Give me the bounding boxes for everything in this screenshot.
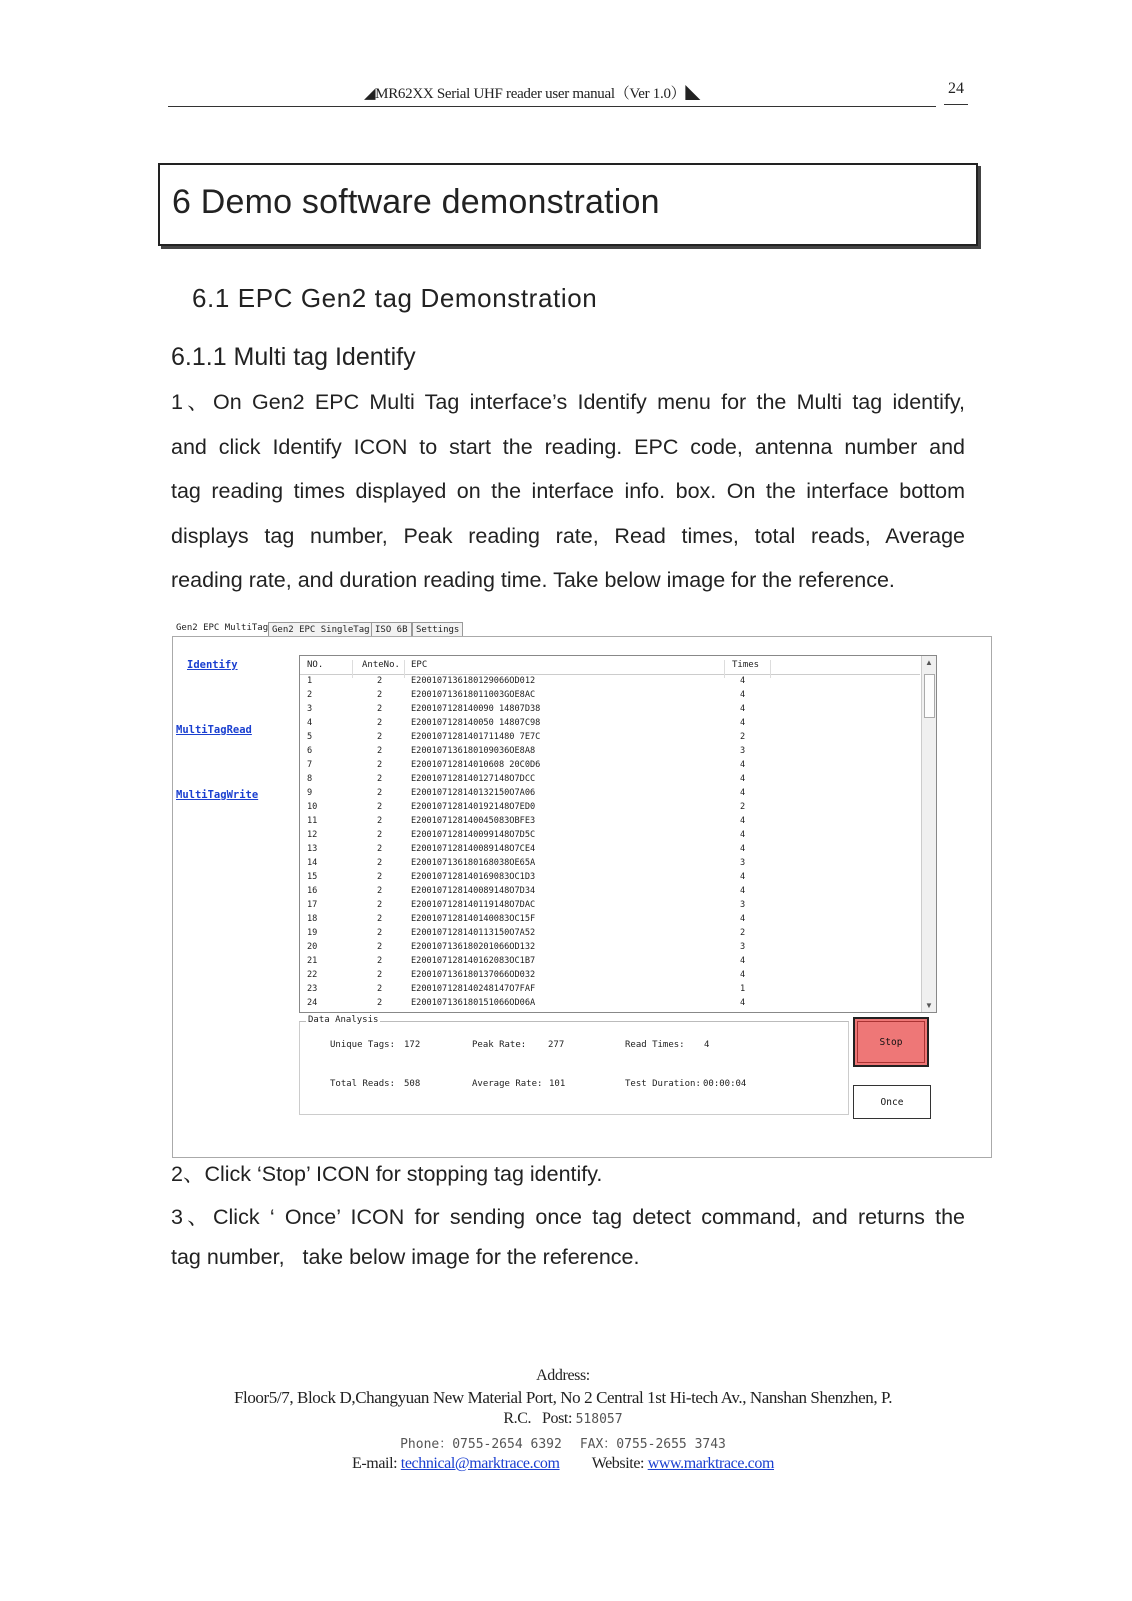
cell-epc: E200107136180201066OD132 bbox=[411, 942, 536, 952]
cell-anteno: 2 bbox=[377, 942, 383, 952]
cell-no: 18 bbox=[307, 914, 318, 924]
cell-anteno: 2 bbox=[377, 760, 383, 770]
cell-times: 4 bbox=[740, 760, 746, 770]
multitagread-link[interactable]: MultiTagRead bbox=[176, 724, 252, 736]
cell-no: 8 bbox=[307, 774, 313, 784]
read-times-label: Read Times: bbox=[625, 1040, 685, 1050]
table-row[interactable] bbox=[300, 703, 920, 717]
table-row[interactable] bbox=[300, 717, 920, 731]
cell-no: 16 bbox=[307, 886, 318, 896]
cell-anteno: 2 bbox=[377, 872, 383, 882]
cell-anteno: 2 bbox=[377, 788, 383, 798]
scroll-up-arrow-icon[interactable]: ▲ bbox=[925, 658, 933, 667]
cell-times: 4 bbox=[740, 816, 746, 826]
peak-rate-value: 277 bbox=[548, 1040, 565, 1050]
cell-epc: E200107128140119148O7DAC bbox=[411, 900, 536, 910]
tab-gen2-multitag[interactable]: Gen2 EPC MultiTag bbox=[172, 620, 272, 635]
once-button[interactable] bbox=[853, 1085, 931, 1119]
cell-epc: E20010712814010608 20C0D6 bbox=[411, 760, 541, 770]
table-row[interactable] bbox=[300, 815, 920, 829]
peak-rate-label: Peak Rate: bbox=[472, 1040, 527, 1050]
page-header bbox=[168, 80, 936, 107]
footer-contact bbox=[168, 1455, 958, 1473]
cell-anteno: 2 bbox=[377, 718, 383, 728]
cell-epc: E200107136180137066OD032 bbox=[411, 970, 536, 980]
cell-epc: E200107128140127148O7DCC bbox=[411, 774, 536, 784]
cell-no: 7 bbox=[307, 760, 313, 770]
cell-times: 3 bbox=[740, 858, 746, 868]
footer-post-label: Post: bbox=[541, 1410, 572, 1427]
unique-tags-value: 172 bbox=[404, 1040, 421, 1050]
cell-no: 19 bbox=[307, 928, 318, 938]
cell-epc: E200107136180129066OD012 bbox=[411, 676, 536, 686]
cell-epc: E200107128140162083OC1B7 bbox=[411, 956, 536, 966]
scroll-down-arrow-icon[interactable]: ▼ bbox=[925, 1001, 933, 1010]
footer-address-label: Address: bbox=[536, 1367, 590, 1384]
paragraph-line: and click Identify ICON to start the reading. EPC code, antenna number and bbox=[171, 434, 965, 459]
cell-anteno: 2 bbox=[377, 844, 383, 854]
footer-rc-post bbox=[168, 1410, 958, 1428]
cell-anteno: 2 bbox=[377, 886, 383, 896]
cell-times: 4 bbox=[740, 956, 746, 966]
table-row[interactable] bbox=[300, 885, 920, 899]
cell-times: 4 bbox=[740, 704, 746, 714]
cell-epc: E200107128140090 14807D38 bbox=[411, 704, 541, 714]
footer-rc: R.C. bbox=[503, 1410, 532, 1427]
cell-anteno: 2 bbox=[377, 984, 383, 994]
data-analysis-group bbox=[299, 1015, 849, 1115]
cell-no: 12 bbox=[307, 830, 318, 840]
tag-list-grid[interactable] bbox=[299, 655, 937, 1013]
step-3-line-2: tag number, take below image for the reference. bbox=[171, 1245, 640, 1269]
tab-settings[interactable]: Settings bbox=[412, 622, 463, 637]
table-row[interactable] bbox=[300, 731, 920, 745]
cell-no: 3 bbox=[307, 704, 313, 714]
footer-phone: Phone：0755-2654 6392 bbox=[400, 1437, 562, 1452]
cell-epc: E200107128140140083OC15F bbox=[411, 914, 536, 924]
cell-times: 3 bbox=[740, 900, 746, 910]
cell-anteno: 2 bbox=[377, 732, 383, 742]
cell-times: 2 bbox=[740, 928, 746, 938]
table-row[interactable] bbox=[300, 689, 920, 703]
cell-anteno: 2 bbox=[377, 998, 383, 1008]
grid-body bbox=[300, 675, 920, 1011]
footer-address: Floor5/7, Block D,Changyuan New Material Port, No 2 Central 1st Hi-tech Av., Nanshan Shenzhen, P. bbox=[233, 1388, 893, 1407]
table-row[interactable] bbox=[300, 927, 920, 941]
table-row[interactable] bbox=[300, 857, 920, 871]
cell-anteno: 2 bbox=[377, 914, 383, 924]
average-rate-label: Average Rate: bbox=[472, 1079, 543, 1089]
table-row[interactable] bbox=[300, 745, 920, 759]
cell-times: 4 bbox=[740, 872, 746, 882]
cell-no: 13 bbox=[307, 844, 318, 854]
page-number: 24 bbox=[944, 80, 968, 105]
section-title: 6.1 EPC Gen2 tag Demonstration bbox=[192, 283, 598, 313]
cell-no: 11 bbox=[307, 816, 318, 826]
cell-epc: E200107128140050 14807C98 bbox=[411, 718, 541, 728]
cell-anteno: 2 bbox=[377, 690, 383, 700]
cell-epc: E200107128140099148O7D5C bbox=[411, 830, 536, 840]
footer-website-label: Website: bbox=[591, 1455, 645, 1472]
cell-no: 14 bbox=[307, 858, 318, 868]
footer-fax: FAX：0755-2655 3743 bbox=[579, 1437, 726, 1452]
cell-epc: E200107136180109036OE8A8 bbox=[411, 746, 536, 756]
cell-epc: E200107128140169083OC1D3 bbox=[411, 872, 536, 882]
paragraph-line: tag reading times displayed on the interface info. box. On the interface bottom bbox=[171, 479, 965, 503]
cell-anteno: 2 bbox=[377, 774, 383, 784]
multitag-panel bbox=[172, 636, 992, 1158]
cell-epc: E2001071281401711480 7E7C bbox=[411, 732, 541, 742]
cell-epc: E200107128140192148O7ED0 bbox=[411, 802, 536, 812]
cell-times: 1 bbox=[740, 984, 746, 994]
footer-email-link[interactable]: technical@marktrace.com bbox=[400, 1455, 560, 1472]
cell-times: 4 bbox=[740, 914, 746, 924]
cell-epc: E200107128140089148O7CE4 bbox=[411, 844, 536, 854]
stop-button[interactable] bbox=[853, 1017, 929, 1067]
cell-no: 17 bbox=[307, 900, 318, 910]
subsection-title: 6.1.1 Multi tag Identify bbox=[171, 343, 416, 371]
cell-times: 2 bbox=[740, 732, 746, 742]
table-row[interactable] bbox=[300, 983, 920, 997]
average-rate-value: 101 bbox=[549, 1079, 566, 1089]
manual-title: ◢MR62XX Serial UHF reader user manual（Ver 1.0）◣ bbox=[363, 86, 701, 102]
cell-times: 4 bbox=[740, 998, 746, 1008]
cell-anteno: 2 bbox=[377, 676, 383, 686]
test-duration-value: 00:00:04 bbox=[703, 1079, 747, 1089]
cell-no: 20 bbox=[307, 942, 318, 952]
identify-link[interactable]: Identify bbox=[187, 659, 238, 671]
table-row[interactable] bbox=[300, 787, 920, 801]
cell-no: 4 bbox=[307, 718, 313, 728]
table-row[interactable] bbox=[300, 759, 920, 773]
step-2-text: 2、Click ‘Stop’ ICON for stopping tag identify. bbox=[171, 1162, 603, 1186]
cell-no: 22 bbox=[307, 970, 318, 980]
footer-phone-fax bbox=[168, 1433, 958, 1453]
cell-no: 9 bbox=[307, 788, 313, 798]
test-duration-label: Test Duration: bbox=[625, 1079, 701, 1089]
cell-times: 4 bbox=[740, 970, 746, 980]
read-times-value: 4 bbox=[704, 1040, 710, 1050]
step-3-line-1: 3、Click ‘ Once’ ICON for sending once tag detect command, and returns the bbox=[171, 1205, 965, 1229]
footer-website-link[interactable]: www.marktrace.com bbox=[647, 1455, 775, 1472]
col-header-epc[interactable]: EPC bbox=[411, 660, 428, 670]
footer-post-value: 518057 bbox=[575, 1412, 623, 1427]
cell-no: 10 bbox=[307, 802, 318, 812]
cell-anteno: 2 bbox=[377, 970, 383, 980]
cell-anteno: 2 bbox=[377, 802, 383, 812]
cell-no: 15 bbox=[307, 872, 318, 882]
table-row[interactable] bbox=[300, 997, 920, 1011]
cell-no: 6 bbox=[307, 746, 313, 756]
data-analysis-legend: Data Analysis bbox=[308, 1015, 379, 1025]
stop-button-label: Stop bbox=[879, 1036, 903, 1048]
cell-anteno: 2 bbox=[377, 858, 383, 868]
cell-no: 5 bbox=[307, 732, 313, 742]
cell-times: 4 bbox=[740, 718, 746, 728]
cell-epc: E200107136180168038OE65A bbox=[411, 858, 536, 868]
tab-iso6b[interactable]: ISO 6B bbox=[371, 622, 412, 637]
grid-header bbox=[300, 656, 920, 675]
cell-epc: E200107136180151066OD06A bbox=[411, 998, 536, 1008]
cell-epc: E20010713618011003GOE8AC bbox=[411, 690, 536, 700]
once-button-label: Once bbox=[880, 1096, 904, 1108]
intro-paragraph bbox=[171, 380, 965, 603]
chapter-heading-box bbox=[158, 163, 978, 246]
cell-epc: E200107128140132150O7A06 bbox=[411, 788, 536, 798]
cell-times: 3 bbox=[740, 942, 746, 952]
total-reads-value: 508 bbox=[404, 1079, 421, 1089]
cell-times: 4 bbox=[740, 676, 746, 686]
multitagwrite-link[interactable]: MultiTagWrite bbox=[176, 789, 259, 801]
chapter-title: 6 Demo software demonstration bbox=[172, 183, 660, 221]
cell-times: 4 bbox=[740, 690, 746, 700]
table-row[interactable] bbox=[300, 913, 920, 927]
col-header-anteno[interactable]: AnteNo. bbox=[362, 660, 400, 670]
cell-no: 2 bbox=[307, 690, 313, 700]
cell-anteno: 2 bbox=[377, 704, 383, 714]
footer-email-label: E-mail: bbox=[351, 1455, 398, 1472]
cell-no: 21 bbox=[307, 956, 318, 966]
cell-times: 4 bbox=[740, 844, 746, 854]
cell-times: 4 bbox=[740, 830, 746, 840]
table-row[interactable] bbox=[300, 969, 920, 983]
cell-times: 3 bbox=[740, 746, 746, 756]
cell-epc: E200107128140089148O7D34 bbox=[411, 886, 536, 896]
cell-no: 1 bbox=[307, 676, 313, 686]
total-reads-label: Total Reads: bbox=[330, 1079, 396, 1089]
tab-gen2-singletag[interactable]: Gen2 EPC SingleTag bbox=[268, 622, 374, 637]
cell-times: 4 bbox=[740, 774, 746, 784]
cell-anteno: 2 bbox=[377, 830, 383, 840]
table-row[interactable] bbox=[300, 773, 920, 787]
cell-anteno: 2 bbox=[377, 900, 383, 910]
table-row[interactable] bbox=[300, 955, 920, 969]
cell-epc: E200107128140113150O7A52 bbox=[411, 928, 536, 938]
cell-times: 4 bbox=[740, 886, 746, 896]
col-header-no[interactable]: NO. bbox=[307, 660, 324, 670]
cell-no: 23 bbox=[307, 984, 318, 994]
cell-anteno: 2 bbox=[377, 746, 383, 756]
cell-times: 2 bbox=[740, 802, 746, 812]
scroll-thumb[interactable] bbox=[924, 674, 935, 718]
table-row[interactable] bbox=[300, 941, 920, 955]
col-header-times[interactable]: Times bbox=[732, 660, 760, 670]
table-row[interactable] bbox=[300, 675, 920, 689]
table-row[interactable] bbox=[300, 801, 920, 815]
grid-scrollbar[interactable] bbox=[921, 656, 936, 1012]
cell-times: 4 bbox=[740, 788, 746, 798]
table-row[interactable] bbox=[300, 871, 920, 885]
table-row[interactable] bbox=[300, 829, 920, 843]
table-row[interactable] bbox=[300, 843, 920, 857]
paragraph-line: displays tag number, Peak reading rate, Read times, total reads, Average bbox=[171, 523, 965, 548]
cell-anteno: 2 bbox=[377, 928, 383, 938]
paragraph-line: reading rate, and duration reading time. Take below image for the reference. bbox=[171, 568, 895, 592]
cell-epc: E200107128140045083OBFE3 bbox=[411, 816, 536, 826]
unique-tags-label: Unique Tags: bbox=[330, 1040, 396, 1050]
table-row[interactable] bbox=[300, 899, 920, 913]
cell-epc: E200107128140248147O7FAF bbox=[411, 984, 536, 994]
paragraph-line: 1、On Gen2 EPC Multi Tag interface’s Identify menu for the Multi tag identify, bbox=[171, 390, 965, 414]
software-screenshot bbox=[172, 620, 992, 1160]
cell-no: 24 bbox=[307, 998, 318, 1008]
cell-anteno: 2 bbox=[377, 956, 383, 966]
cell-anteno: 2 bbox=[377, 816, 383, 826]
